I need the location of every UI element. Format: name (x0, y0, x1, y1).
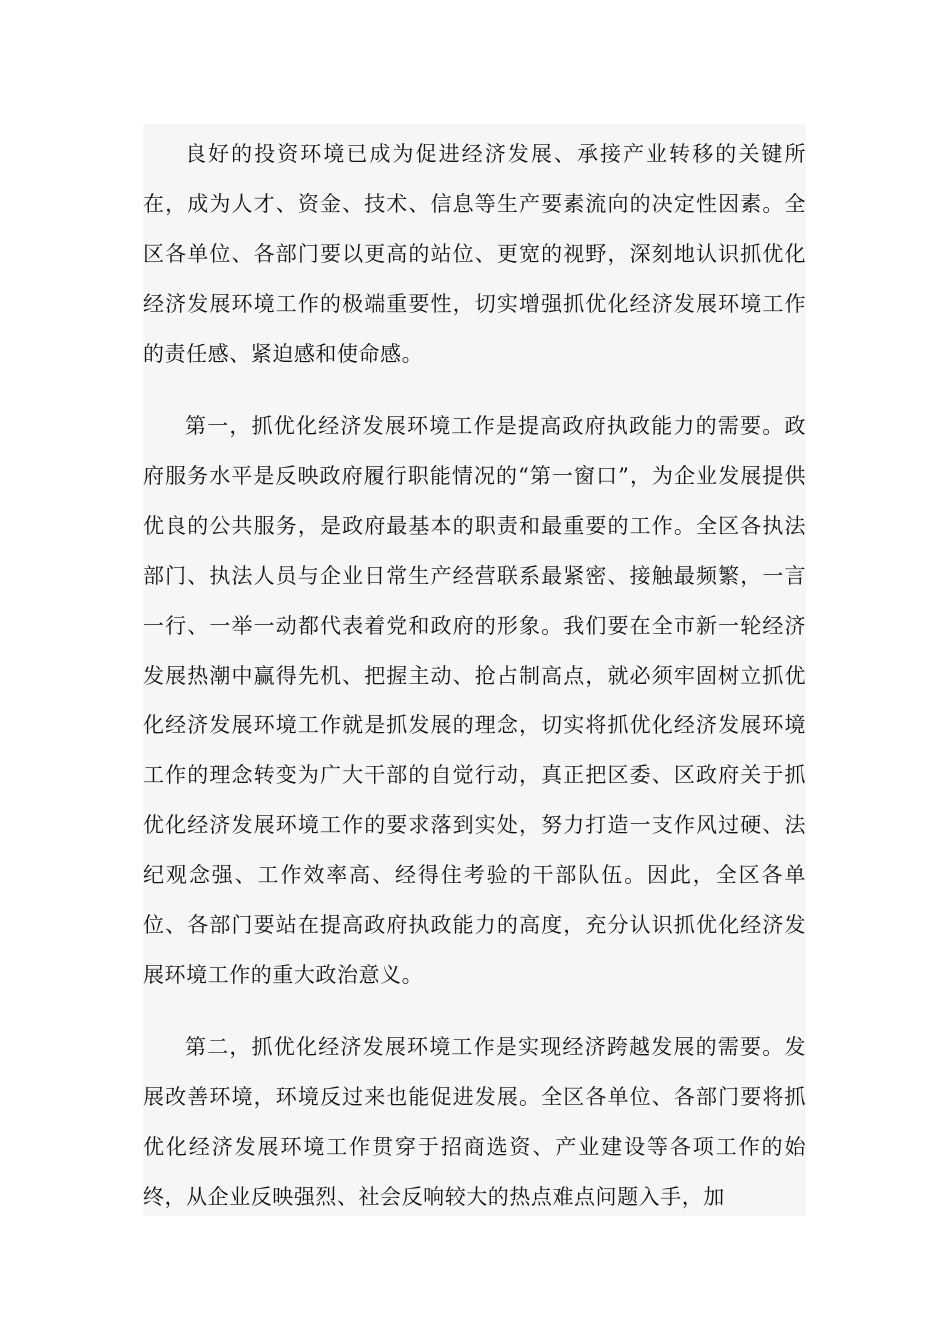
paragraph-investment-environment: 良好的投资环境已成为促进经济发展、承接产业转移的关键所在，成为人才、资金、技术、信息等生产要素流向的决定性因素。全区各单位、各部门要以更高的站位、更宽的视野，深刻地认识抓优化经济发展环境工作的极端重要性，切实增强抓优化经济发展环境工作的责任感、紧迫感和使命感。 (143, 142, 806, 366)
paragraph-first-point: 第一，抓优化经济发展环境工作是提高政府执政能力的需要。政府服务水平是反映政府履行职能情况的“第一窗口”，为企业发展提供优良的公共服务，是政府最基本的职责和最重要的工作。全区各执法部门、执法人员与企业日常生产经营联系最紧密、接触最频繁，一言一行、一举一动都代表着党和政府的形象。我们要在全市新一轮经济发展热潮中赢得先机、把握主动、抢占制高点，就必须牢固树立抓优化经济发展环境工作就是抓发展的理念，切实将抓优化经济发展环境工作的理念转变为广大干部的自觉行动，真正把区委、区政府关于抓优化经济发展环境工作的要求落到实处，努力打造一支作风过硬、法纪观念强、工作效率高、经得住考验的干部队伍。因此，全区各单位、各部门要站在提高政府执政能力的高度，充分认识抓优化经济发展环境工作的重大政治意义。 (143, 414, 806, 987)
paragraph-second-point: 第二，抓优化经济发展环境工作是实现经济跨越发展的需要。发展改善环境，环境反过来也能促进发展。全区各单位、各部门要将抓优化经济发展环境工作贯穿于招商选资、产业建设等各项工作的始终，从企业反映强烈、社会反响较大的热点难点问题入手，加 (143, 1035, 806, 1209)
